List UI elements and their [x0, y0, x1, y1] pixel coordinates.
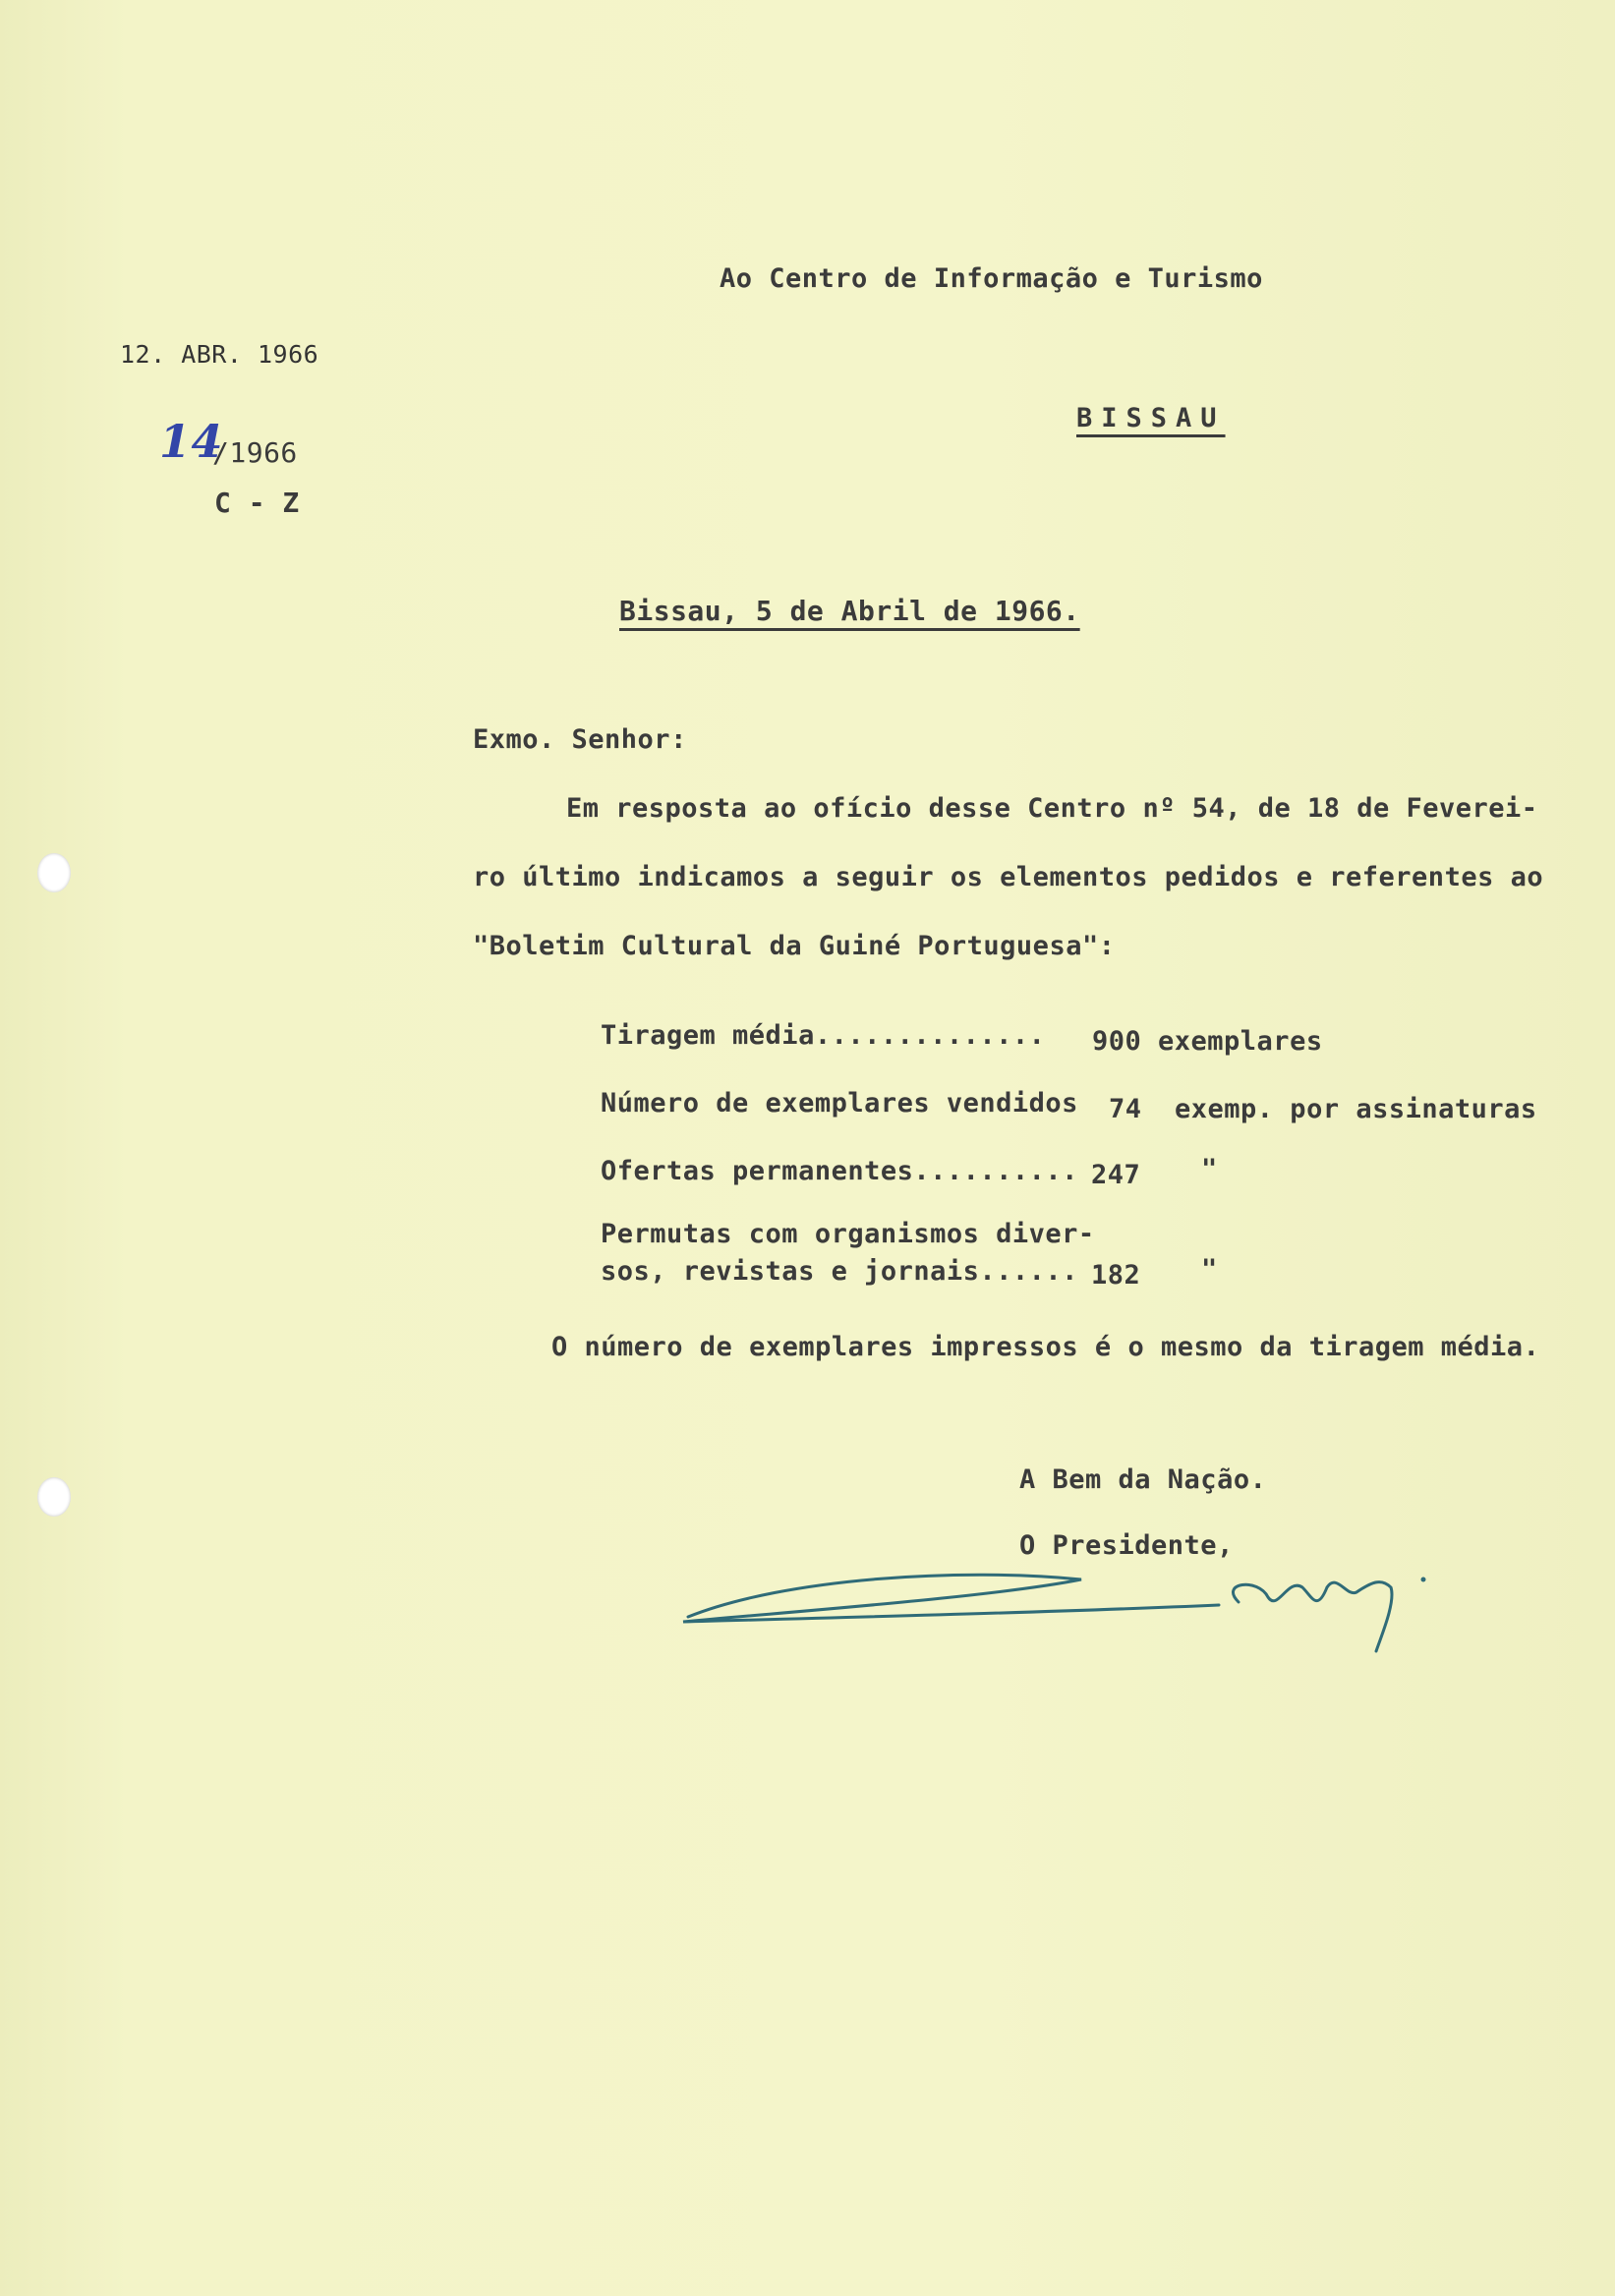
handwritten-signature	[668, 1558, 1553, 1666]
figure-label-exchanges: Permutas com organismos diver-	[601, 1219, 1095, 1249]
dateline: Bissau, 5 de Abril de 1966.	[619, 595, 1080, 627]
ditto-mark: "	[1201, 1154, 1218, 1184]
body-line: "Boletim Cultural da Guiné Portuguesa":	[473, 931, 1116, 961]
figure-value-offers: 247	[1091, 1160, 1141, 1190]
received-date-stamp: 12. ABR. 1966	[120, 340, 319, 369]
figure-label-offers: Ofertas permanentes..........	[601, 1156, 1078, 1186]
figure-label-exchanges-cont: sos, revistas e jornais......	[601, 1256, 1078, 1287]
figure-value-print-run: 900 exemplares	[1092, 1026, 1323, 1057]
body-line: Em resposta ao ofício desse Centro nº 54, de 18 de Feverei-	[566, 793, 1538, 824]
signer-title: O Presidente,	[1019, 1530, 1234, 1561]
figure-label-sold: Número de exemplares vendidos	[601, 1088, 1078, 1119]
salutation: Exmo. Senhor:	[473, 724, 687, 755]
reference-code: C - Z	[214, 487, 300, 519]
punch-hole	[37, 1477, 71, 1517]
reference-year: /1966	[212, 436, 298, 469]
figure-value-exchanges: 182	[1091, 1260, 1141, 1291]
figure-value-sold: 74 exemp. por assinaturas	[1109, 1094, 1537, 1124]
figure-label-print-run: Tiragem média..............	[601, 1020, 1046, 1051]
addressee-city: BISSAU	[1076, 403, 1226, 433]
sign-off: A Bem da Nação.	[1019, 1464, 1267, 1495]
punch-hole	[37, 853, 71, 892]
body-line: ro último indicamos a seguir os elementos pedidos e referentes ao	[473, 862, 1544, 892]
ditto-mark: "	[1201, 1254, 1218, 1285]
reference-number: 14	[159, 415, 224, 468]
addressee: Ao Centro de Informação e Turismo	[720, 263, 1263, 294]
closing-note: O número de exemplares impressos é o mesmo da tiragem média.	[551, 1332, 1540, 1362]
